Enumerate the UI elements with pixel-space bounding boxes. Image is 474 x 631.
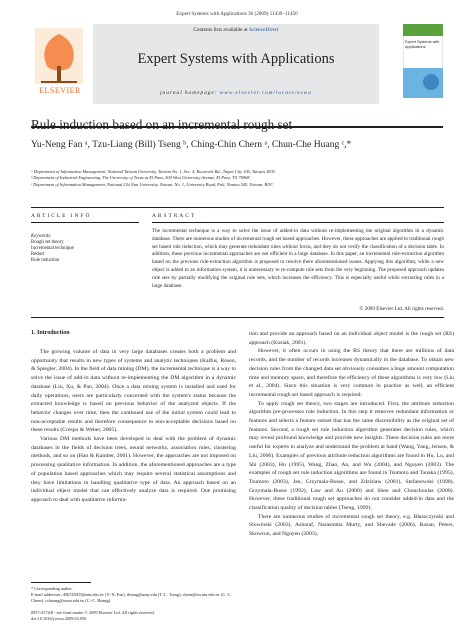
- article-info-rule: [31, 222, 139, 223]
- body-paragraph: There are numerous studies of incremental rough set theory, e.g. Błaszczynski and Slowinski (2003), Asharaf, Narasimha Murty, and Shevade (2006), Bazan, Peters, Skowron, and Nguyen (2003),: [249, 513, 454, 538]
- journal-banner: [93, 24, 379, 104]
- body-paragraph: To apply rough set theory, two stages are introduced. First, the attribute reduction algorithm pre-processes rule induction. In this step it removes redundant information or features and selects a feature subset that has the same discernibility as the original set of features. Second, a rough set rule induction algorithm generates decision rules, which may reveal profound knowledge and provide new insights. These decision rules are more useful for experts to analyze and understand the problem at hand (Wang, Yang, Jensen, & Liu, 2006). Examples of previous attribute reduction algorithms are found in Hu, Lu, and Shi (2003), Hu (1995), Wang, Zhao, An, and Wu (2004), and Nguyen (2003). The examples of rough set rule induction algorithms are found in Tsumoto and Tanaka (1995), Tsumoto (2003), Jan, Grzymala-Busse, and Zdzislaw (2001), Stefanowski (1998), Grzymala-Busse (1992), Law and Au (2000) and Shen and Chouchoulas (2000). However, these traditional rough set approaches do not consider added-in data and the classification quality of decision tables (Tseng, 1999).: [249, 400, 454, 512]
- body-paragraph: tion and provide an approach based on an individual object model is the rough set (RS) approach (Kusiak, 2001).: [249, 331, 454, 346]
- abstract-copyright: © 2009 Elsevier Ltd. All rights reserved.: [359, 306, 444, 312]
- author-list: Yu-Neng Fan ᵃ, Tzu-Liang (Bill) Tseng ᵇ, Ching-Chin Chern ᵃ, Chun-Che Huang ᶜ,*: [31, 139, 352, 150]
- affiliation-b: ᵇ Department of Industrial Engineering, The University of Texas at El Paso, 500 West University Avenue, El Paso, TX 79968: [31, 175, 250, 181]
- footnote: * Corresponding author. E-mail addresses: d96725003@ntu.edu.tw (Y.-N. Fan), tltseng@utep.edu (T.-L. Tseng), chern@im.ntu.edu.tw (C.-C. Chern), cchuang@ncnu.edu.tw (C.-C. Huang).: [31, 586, 232, 603]
- publisher-name: ELSEVIER: [39, 86, 81, 95]
- contents-line: [93, 27, 379, 33]
- keywords-block: [31, 234, 74, 264]
- homepage-line: [93, 90, 379, 96]
- body-paragraph: However, it often occurs in using the RS theory that there are millions of data records, and the number of records increases dynamically in the database. To obtain new decision rules from the changed data set obviously consumes a huge amount computation time and memory space, and therefore the efficiency of these algorithms is very low (Liu et al., 2004). Since this situation is very common in practice as well, an efficient incremental rough set based approach is required.: [249, 348, 454, 398]
- journal-cover-thumbnail: [403, 24, 443, 98]
- abstract-text: The incremental technique is a way to solve the issue of added-in data without re-implementing the original algorithm in a dynamic database. There are numerous studies of incremental rough set based approaches. However, these approaches are applied to traditional rough set based rule induction, which may generate redundant rules without focus, and they do not verify the classification of a decision table. In addition, these previous incremental approaches are not efficient in a large database. In this paper, an incremental rule-extraction algorithm based on the previous rule-extraction algorithm is proposed to resolve there aforementioned issues. Applying this algorithm, while a new object is added to an information system, it is unnecessary to re-compute rule sets from the very beginning. The proposed approach updates rule sets by partially modifying the original rule sets, which increases the efficiency. This is especially useful while extracting rules in a large database.: [152, 228, 444, 289]
- keyword: Rule induction: [31, 258, 60, 264]
- keyword: Incremental technique: [31, 246, 74, 252]
- body-paragraph: The growing volume of data in very large databases creates both a problem and opportunity that results in new types of systems and analytic techniques (Kalfus, Rosen, & Spiegler, 2004). In the field of data mining (DM), the incremental technique is a way to solve the issue of add-in data without re-implementing the DM algorithm in a dynamic database (Liu, Xu, & Pan, 2004). Once a data mining system is installed and used for daily operations, users are particularly concerned with the system's status because the extracted knowledge is based on previous behavior of the analyzed objects. If the behavior changes over time, then the continued use of the initial system could lead to non-acceptable results and therefore consequence to non-acceptable decisions based on these results (Crespo & Weber, 2005).: [31, 349, 236, 434]
- body-paragraph: Various DM methods have been developed to deal with the problem of dynamic databases in the fields of decision trees, neural networks, association rules, clustering methods, and so on (Han & Kamber, 2001). However, the approaches are not imposed on processing qualitative information. In addition, the aforementioned approaches are a type of population based approaches which may require several statistical assumptions and they have limitations in handling qualitative type of data. An approach based on an individual object model that can effectively analyze data is required. One promising approach to deal with qualitative informa-: [31, 436, 236, 503]
- keyword: Reduct: [31, 252, 45, 258]
- affiliation-c: ᶜ Department of Information Management, National Chi Nan University, Taiwan, No. 1, University Road, Puli, Nantou 545, Taiwan, ROC: [31, 181, 274, 187]
- section-heading: 1. Introduction: [31, 330, 70, 336]
- journal-header: [31, 24, 443, 104]
- section-rule: [31, 207, 444, 208]
- cover-title: Expert Systems with Applications: [405, 40, 440, 49]
- left-column: [31, 348, 236, 505]
- footnote-rule: [31, 582, 91, 583]
- journal-title: Expert Systems with Applications: [137, 51, 335, 67]
- contents-prefix: Contents lists available at: [193, 27, 249, 33]
- running-head: Expert Systems with Applications 36 (2009) 11439–11450: [176, 11, 298, 17]
- homepage-link[interactable]: www.elsevier.com/locate/eswa: [219, 90, 312, 96]
- keyword: Rough set theory: [31, 240, 64, 246]
- abstract-rule: [152, 222, 444, 223]
- homepage-prefix: journal homepage:: [160, 90, 220, 96]
- affiliation-a: ᵃ Department of Information Management, National Taiwan University, Taiwan No. 1, Sec. 4, Roosevelt Rd., Taipei City 106, Taiwan, ROC: [31, 169, 276, 174]
- abstract-bottom-rule: [31, 317, 444, 318]
- sciencedirect-link[interactable]: ScienceDirect: [248, 27, 279, 33]
- issn-line: 0957-4174/$ - see front matter © 2009 Elsevier Ltd. All rights reserved.: [31, 610, 155, 615]
- article-info-heading: ARTICLE INFO: [31, 213, 92, 219]
- abstract-heading: ABSTRACT: [152, 213, 197, 219]
- keywords-heading: Keywords:: [31, 234, 52, 239]
- doi-line: doi:10.1016/j.eswa.2009.03.056: [31, 616, 87, 621]
- article-title: Rule induction based on an incremental rough set: [31, 117, 293, 132]
- affiliations: [31, 169, 276, 188]
- right-column: [249, 330, 454, 539]
- issn-block: [31, 610, 155, 622]
